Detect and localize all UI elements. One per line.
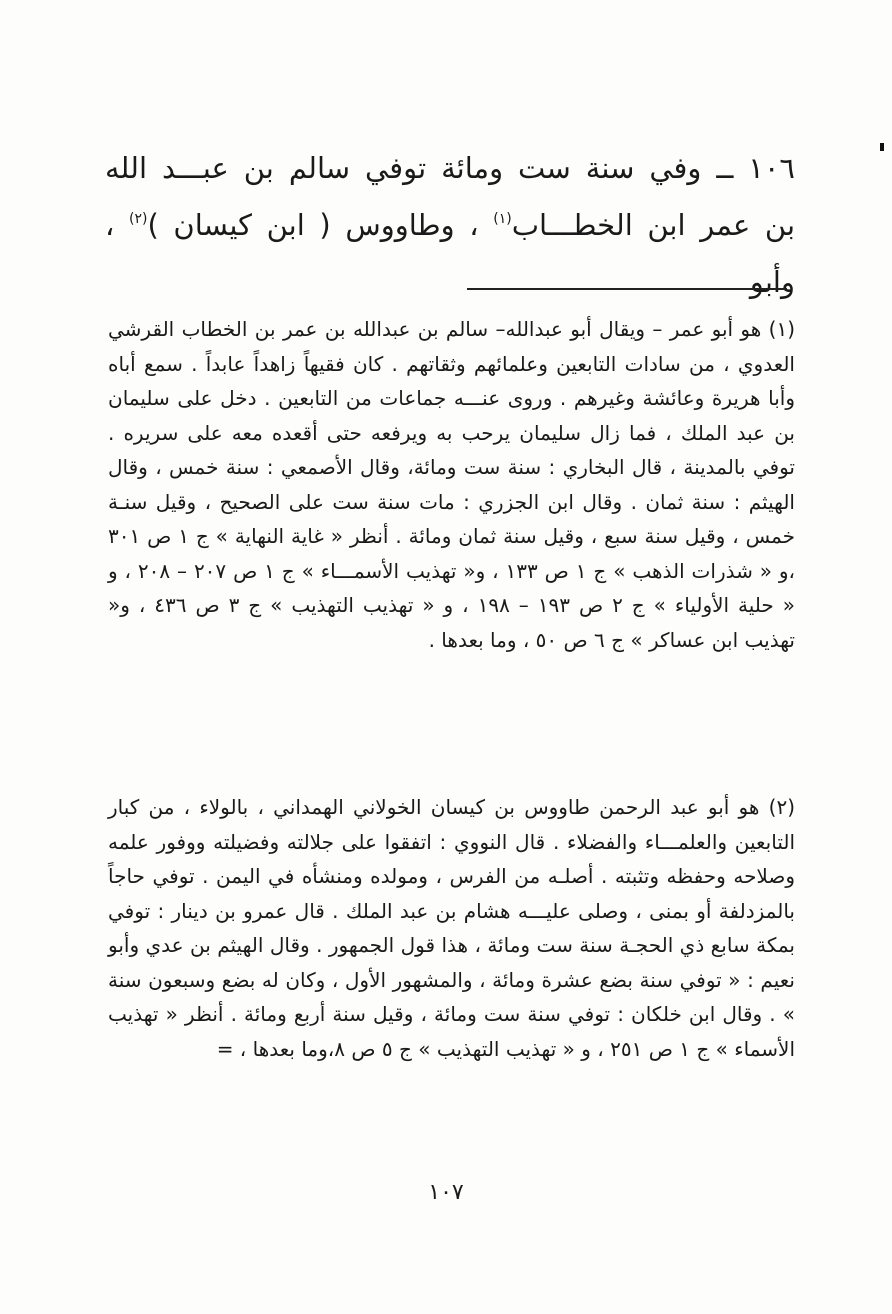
scan-mark xyxy=(880,143,884,151)
main-line-2a: ابن الخطـــاب xyxy=(511,208,686,242)
footnote-ref-1: (١) xyxy=(493,211,512,227)
main-text xyxy=(105,140,795,311)
main-line-2c: ، وأبو xyxy=(105,208,795,299)
footnote-ref-2: (٢) xyxy=(129,211,148,227)
page-number: ١٠٧ xyxy=(428,1180,464,1205)
footnote-separator xyxy=(467,288,787,290)
main-line-2b: ، وطاووس ( ابن كيسان ) xyxy=(147,208,479,242)
footnote-1: (١) هو أبو عمر – ويقال أبو عبدالله– سالم بن عبدالله بن عمر بن الخطاب القرشي العدوي ، من سادات التابعين وعلمائهم وثقاتهم . كان فقيهاً زاهداً عابداً . سمع أباه وأبا هريرة وعائشة وغيرهم . وروى عنـــه جماعات من التابعين . دخل على سليمان بن عبد الملك ، فما زال سليمان يرحب به ويرفعه حتى أقعده معه على سريره . توفي بالمدينة ، قال البخاري : سنة ست ومائة، وقال الأصمعي : سنة خمس ، وقال الهيثم : سنة ثمان . وقال ابن الجزري : مات سنة ست على الصحيح ، وقيل سنـة خمس ، وقيل سنة سبع ، وقيل سنة ثمان ومائة . أنظر « غاية النهاية » ج ١ ص ٣٠١ ،و « شذرات الذهب » ج ١ ص ١٣٣ ، و« تهذيب الأسمـــاء » ج ١ ص ٢٠٧ – ٢٠٨ ، و « حلية الأولياء » ج ٢ ص ١٩٣ – ١٩٨ ، و « تهذيب التهذيب » ج ٣ ص ٤٣٦ ، و« تهذيب ابن عساكر » ج ٦ ص ٥٠ ، وما بعدها . xyxy=(108,317,796,652)
footnote-2: (٢) هو أبو عبد الرحمن طاووس بن كيسان الخولاني الهمداني ، بالولاء ، من كبار التابعين والعلمـــاء والفضلاء . قال النووي : اتفقوا على جلالته وفضيلته ووفور علمه وصلاحه وحفظه وتثبته . أصلـه من الفرس ، ومولده ومنشأه في اليمن . توفي حاجاً بالمزدلفة أو بمنى ، وصلى عليـــه هشام بن عبد الملك . قال عمرو بن دينار : توفي بمكة سابع ذي الحجـة سنة ست ومائة ، هذا قول الجمهور . وقال الهيثم بن عدي وأبو نعيم : « توفي سنة بضع عشرة ومائة ، والمشهور الأول ، وكان له بضع وسبعون سنة » . وقال ابن خلكان : توفي سنة ست ومائة ، وقيل سنة أربع ومائة . أنظر « تهذيب الأسماء » ج ١ ص ٢٥١ ، و « تهذيب التهذيب » ج ٥ ص ٨،وما بعدها ، = xyxy=(108,795,795,1061)
main-line-1: ١٠٦ ــ وفي سنة ست ومائة توفي سالم بن عبـــد الله بن عمر xyxy=(105,151,796,242)
